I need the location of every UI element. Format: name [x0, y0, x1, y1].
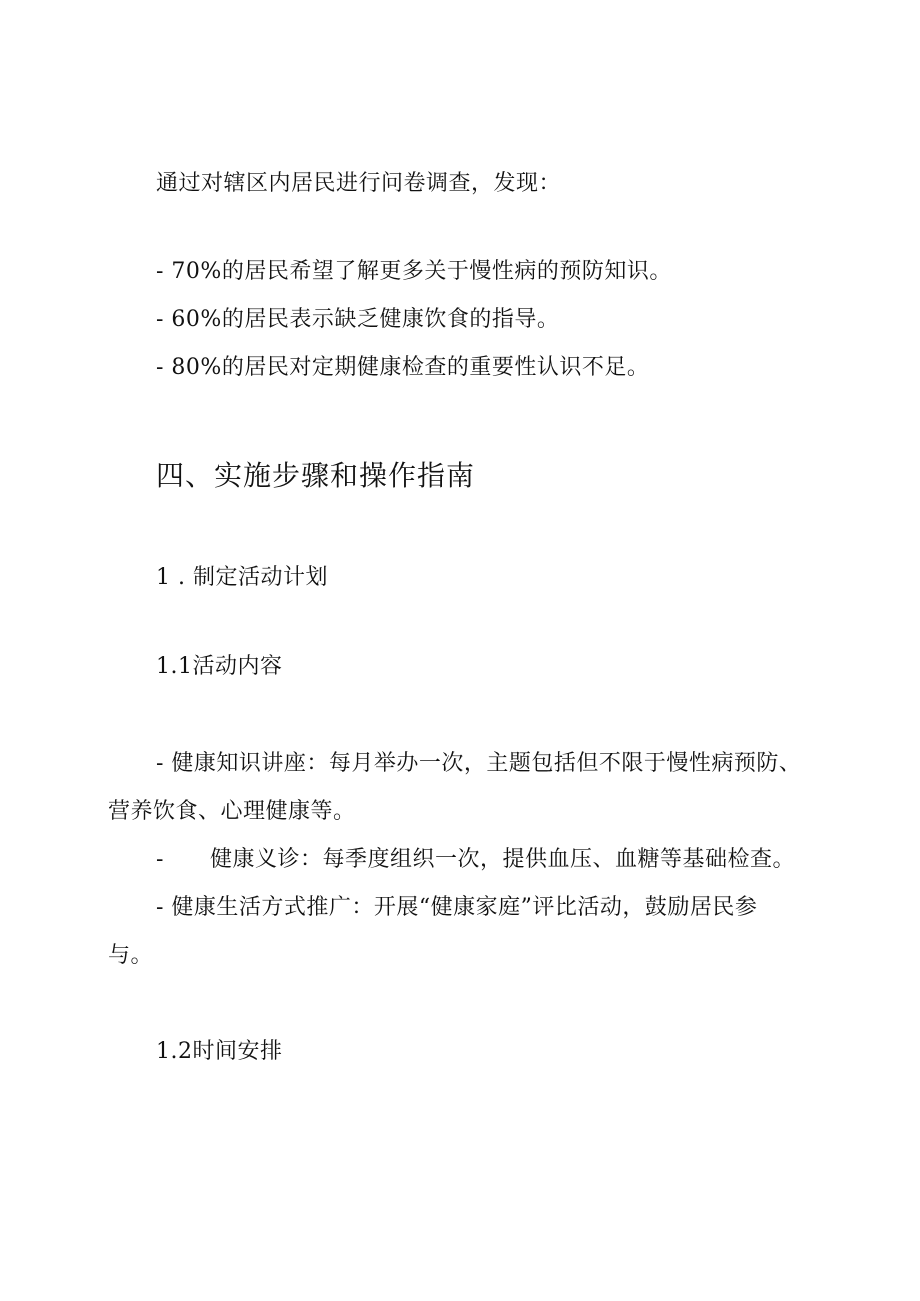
activity-lecture-continuation: 营养饮食、心理健康等。	[108, 799, 356, 824]
finding-item: - 60%的居民表示缺乏健康饮食的指导。	[156, 307, 560, 332]
subsection-title: 1.2时间安排	[156, 1039, 283, 1064]
finding-item: - 70%的居民希望了解更多关于慢性病的预防知识。	[156, 259, 672, 284]
intro-paragraph: 通过对辖区内居民进行问卷调查，发现：	[156, 171, 562, 196]
activity-lecture-line: - 健康知识讲座：每月举办一次，主题包括但不限于慢性病预防、	[156, 751, 802, 776]
subsection-title: 1.1活动内容	[156, 654, 283, 679]
list-dash: -	[156, 847, 164, 872]
activity-promo-continuation: 与。	[108, 943, 154, 968]
finding-item: - 80%的居民对定期健康检查的重要性认识不足。	[156, 355, 650, 380]
activity-clinic-text: 健康义诊：每季度组织一次，提供血压、血糖等基础检查。	[209, 847, 795, 872]
section-heading: 四、实施步骤和操作指南	[156, 459, 476, 492]
activity-promo-line: - 健康生活方式推广：开展“健康家庭”评比活动，鼓励居民参	[156, 895, 758, 920]
activity-clinic-line	[156, 845, 795, 875]
subsection-title: 1 . 制定活动计划	[156, 565, 328, 590]
